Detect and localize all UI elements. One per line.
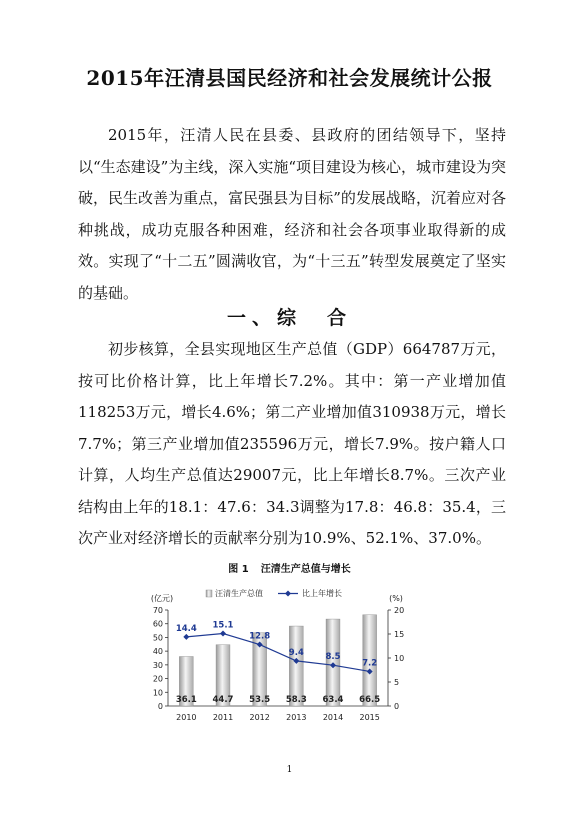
left-axis-unit: (亿元)	[150, 594, 174, 603]
gdp-bar-value-label: 58.3	[285, 695, 307, 705]
x-tick-label: 2010	[176, 713, 197, 722]
legend-bar-label: 汪清生产总值	[215, 589, 263, 598]
growth-line	[186, 631, 369, 672]
gdp-bar-value-label: 63.4	[322, 695, 344, 705]
intro-paragraph: 2015年，汪清人民在县委、县政府的团结领导下，坚持以“生态建设”为主线，深入实施“项目建设为核心，城市建设为突破，民生改善为重点，富民强县为目标”的发展战略，沉着应对各种挑战，成功克服各种困难，经济和社会各项事业取得新的成效。实现了“十二五”圆满收官，为“十三五”转型发展奠定了坚实的基础。	[78, 126, 507, 302]
x-tick-label: 2015	[359, 713, 380, 722]
growth-value-label: 7.2	[362, 658, 378, 669]
chart-caption	[0, 560, 579, 575]
gdp-bar-value-label: 44.7	[212, 695, 234, 705]
left-tick-label: 60	[152, 619, 163, 629]
figure-label: 图 1	[228, 564, 249, 575]
gdp-growth-chart	[140, 578, 420, 738]
document-title: 2015年汪清县国民经济和社会发展统计公报	[86, 66, 493, 90]
gdp-bar	[289, 626, 303, 706]
x-tick-label: 2011	[212, 713, 234, 722]
growth-value-label: 15.1	[212, 620, 234, 631]
section-heading: 一、综 合	[226, 307, 352, 329]
gdp-bar-value-label: 36.1	[175, 695, 197, 705]
growth-point	[220, 631, 226, 637]
right-tick-label: 10	[394, 654, 405, 663]
legend-line-label: 比上年增长	[302, 589, 342, 598]
growth-value-label: 12.8	[249, 631, 271, 642]
growth-value-label: 14.4	[175, 623, 197, 634]
x-tick-label: 2013	[286, 713, 307, 722]
growth-value-label: 8.5	[325, 652, 341, 663]
legend-line-marker	[285, 591, 291, 597]
right-tick-label: 20	[394, 606, 405, 615]
gdp-bar-value-label: 53.5	[249, 695, 271, 705]
page-number: 1	[286, 765, 293, 775]
right-axis-unit: (%)	[389, 594, 403, 603]
left-tick-label: 0	[157, 702, 163, 711]
growth-value-label: 9.4	[288, 647, 304, 658]
right-tick-label: 15	[394, 630, 405, 639]
legend-bar-swatch	[206, 590, 212, 597]
chart-title: 汪清生产总值与增长	[260, 564, 351, 575]
left-tick-label: 10	[152, 688, 163, 698]
right-tick-label: 0	[394, 702, 400, 711]
right-tick-label: 5	[394, 678, 400, 687]
section-paragraph: 初步核算，全县实现地区生产总值（GDP）664787万元，按可比价格计算，比上年增长7.2%。其中：第一产业增加值118253万元，增长4.6%；第二产业增加值310938万元，增长7.7%；第三产业增加值235596万元，增长7.9%。按户籍人口计算，人均生产总值达29007元，比上年增长8.7%。三次产业结构由上年的18.1：47.6：34.3调整为17.8：46.8：35.4，三次产业对经济增长的贡献率分别为10.9%、52.1%、37.0%。	[78, 340, 506, 547]
gdp-bar-value-label: 66.5	[359, 695, 381, 705]
x-tick-label: 2014	[322, 713, 344, 722]
left-tick-label: 70	[152, 606, 163, 615]
left-tick-label: 50	[152, 633, 163, 643]
left-tick-label: 30	[152, 660, 163, 670]
left-tick-label: 20	[152, 674, 163, 684]
left-tick-label: 40	[152, 647, 163, 657]
x-tick-label: 2012	[249, 713, 270, 722]
growth-point	[183, 634, 189, 640]
